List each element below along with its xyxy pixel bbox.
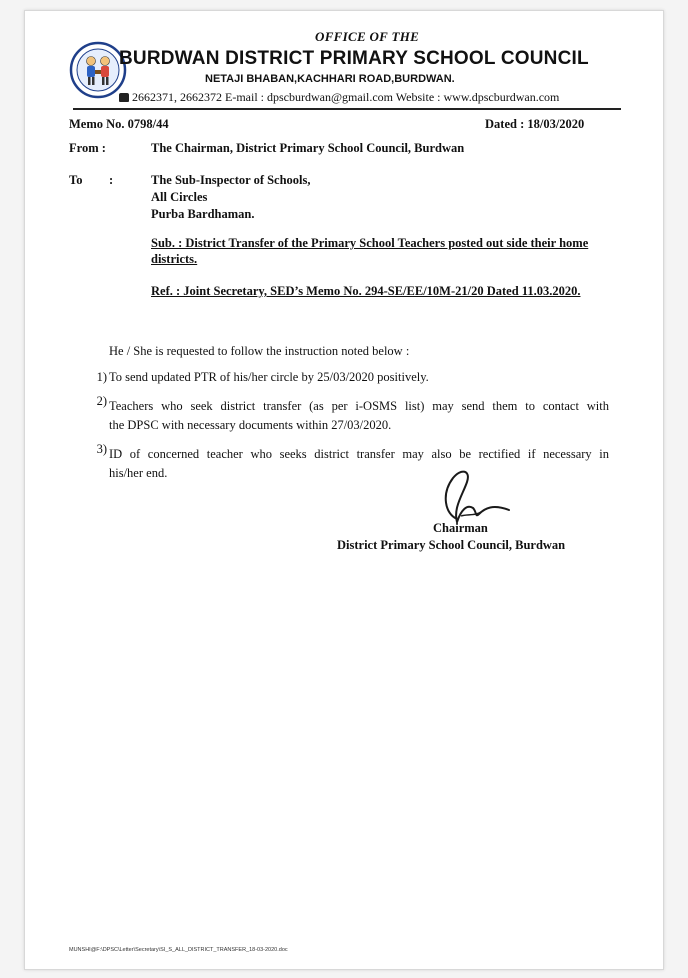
memo-date: Dated : 18/03/2020 <box>485 117 585 131</box>
item-number-2: 2) <box>96 394 107 408</box>
signatory-title: Chairman <box>433 521 488 535</box>
item-number-1: 1) <box>96 370 107 384</box>
file-path-footer: MUNSHI@F:\DPSC\Letter\Secretary\SI_S_ALL_DISTRICT_TRANSFER_18-03-2020.doc <box>69 947 288 953</box>
contact-text: 2662371, 2662372 E-mail : dpscburdwan@gmail.com Website : www.dpscburdwan.com <box>132 90 560 104</box>
recipient-line-1: The Sub-Inspector of Schools, <box>151 173 311 187</box>
phone-icon <box>119 93 129 102</box>
recipient-line-3: Purba Bardhaman. <box>151 207 255 221</box>
to-colon: : <box>109 173 114 187</box>
letterhead-divider <box>73 108 621 110</box>
item-text-3: ID of concerned teacher who seeks district transfer may also be rectified if necessary in <box>109 447 609 461</box>
item-text-2-continued: the DPSC with necessary documents within 27/03/2020. <box>109 418 392 432</box>
item-text-1: To send updated PTR of his/her circle by 25/03/2020 positively. <box>109 370 429 384</box>
office-heading: OFFICE OF THE <box>315 29 420 44</box>
subject-line: Sub. : District Transfer of the Primary School Teachers posted out side their home districts. <box>151 236 589 266</box>
recipient-line-2: All Circles <box>151 190 208 204</box>
council-address: NETAJI BHABAN,KACHHARI ROAD,BURDWAN. <box>205 73 455 85</box>
reference-line: Ref. : Joint Secretary, SED’s Memo No. 294-SE/EE/10M-21/20 Dated 11.03.2020. <box>151 284 581 298</box>
to-label: To <box>69 173 83 187</box>
signatory-organisation: District Primary School Council, Burdwan <box>337 538 566 552</box>
instruction-intro: He / She is requested to follow the instruction noted below : <box>109 344 410 358</box>
contact-line <box>119 90 559 105</box>
item-text-2: Teachers who seek district transfer (as per i-OSMS list) may send them to contact with <box>109 399 609 413</box>
from-label: From : <box>69 141 106 155</box>
from-value: The Chairman, District Primary School Council, Burdwan <box>151 141 465 155</box>
item-number-3: 3) <box>96 442 107 456</box>
document-page <box>24 10 664 970</box>
memo-number: Memo No. 0798/44 <box>69 117 169 131</box>
item-text-3-continued: his/her end. <box>109 466 168 480</box>
council-name: BURDWAN DISTRICT PRIMARY SCHOOL COUNCIL <box>119 48 589 69</box>
